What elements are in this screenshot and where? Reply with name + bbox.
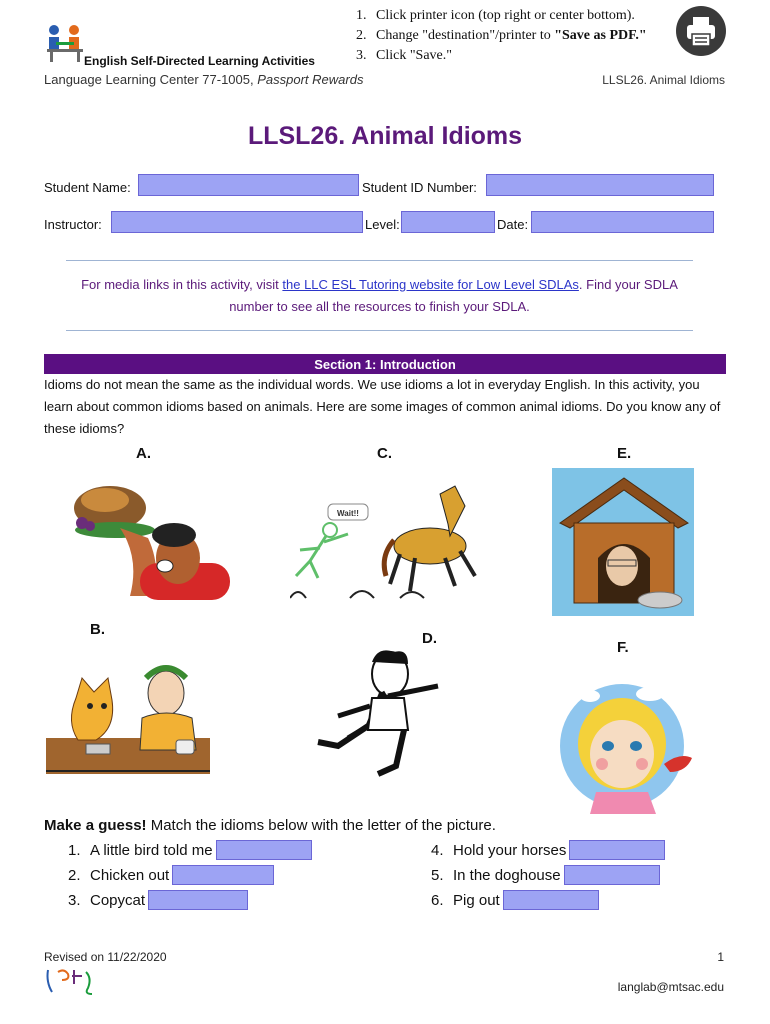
section-heading: Section 1: Introduction bbox=[44, 354, 726, 374]
guess-lead: Make a guess! bbox=[44, 817, 147, 834]
instruction-item bbox=[356, 6, 647, 26]
chicken-out-illustration bbox=[60, 468, 230, 600]
instruction-text: Click printer icon (top right or center bottom). bbox=[376, 8, 635, 23]
idiom-number: 6. bbox=[431, 891, 444, 909]
page-number: 1 bbox=[717, 950, 724, 964]
answer-field-1[interactable] bbox=[216, 840, 312, 860]
media-info bbox=[66, 274, 693, 318]
student-id-field[interactable] bbox=[486, 174, 714, 196]
brand-title: English Self-Directed Learning Activities bbox=[84, 54, 315, 68]
activity-code: LLSL26. Animal Idioms bbox=[602, 73, 725, 87]
picture-letter-c: C. bbox=[377, 445, 392, 462]
idiom-item bbox=[68, 865, 274, 885]
picture-letter-f: F. bbox=[617, 639, 629, 656]
divider bbox=[66, 330, 693, 331]
idiom-item bbox=[431, 840, 665, 860]
print-instructions bbox=[356, 6, 647, 66]
instructor-field[interactable] bbox=[111, 211, 363, 233]
copycat-illustration bbox=[46, 658, 210, 774]
chicken-running-man-illustration bbox=[308, 646, 458, 778]
idiom-number: 2. bbox=[68, 866, 81, 884]
idiom-item bbox=[431, 890, 599, 910]
doghouse-illustration bbox=[552, 468, 694, 616]
info-text: For media links in this activity, visit bbox=[81, 277, 283, 292]
printer-icon[interactable] bbox=[676, 6, 726, 56]
answer-field-6[interactable] bbox=[503, 890, 599, 910]
picture-letter-e: E. bbox=[617, 445, 632, 462]
contact-email: langlab@mtsac.edu bbox=[617, 980, 724, 994]
picture-letter-a: A. bbox=[136, 445, 151, 462]
little-bird-illustration bbox=[560, 676, 696, 816]
info-text: . Find your SDLA number to see all the resources to finish your SDLA. bbox=[229, 277, 678, 314]
instruction-number: 3. bbox=[356, 48, 367, 63]
speech-bubble-text: Wait!! bbox=[337, 509, 359, 518]
idiom-item bbox=[431, 865, 660, 885]
student-name-field[interactable] bbox=[138, 174, 359, 196]
instruction-item bbox=[356, 26, 647, 46]
llc-footer-logo bbox=[44, 966, 100, 996]
page-title: LLSL26. Animal Idioms bbox=[247, 122, 523, 150]
divider bbox=[66, 260, 693, 261]
instruction-number: 1. bbox=[356, 8, 367, 23]
make-a-guess bbox=[44, 817, 496, 834]
idiom-text: Copycat bbox=[90, 891, 146, 909]
instruction-bold: "Save as PDF." bbox=[554, 28, 647, 43]
student-id-label: Student ID Number: bbox=[362, 180, 477, 195]
answer-field-4[interactable] bbox=[569, 840, 665, 860]
idiom-item bbox=[68, 840, 312, 860]
instruction-number: 2. bbox=[356, 28, 367, 43]
idiom-text: Hold your horses bbox=[453, 841, 567, 859]
revised-date: Revised on 11/22/2020 bbox=[44, 950, 167, 964]
idiom-text: In the doghouse bbox=[453, 866, 561, 884]
guess-text: Match the idioms below with the letter of the picture. bbox=[146, 817, 496, 834]
center-name bbox=[44, 72, 363, 87]
answer-field-5[interactable] bbox=[564, 865, 660, 885]
level-label: Level: bbox=[365, 217, 400, 232]
llc-tutoring-link[interactable]: the LLC ESL Tutoring website for Low Level SDLAs bbox=[282, 277, 579, 292]
picture-letter-b: B. bbox=[90, 621, 105, 638]
answer-field-2[interactable] bbox=[172, 865, 274, 885]
picture-letter-d: D. bbox=[422, 630, 437, 647]
answer-field-3[interactable] bbox=[148, 890, 248, 910]
idiom-text: A little bird told me bbox=[90, 841, 213, 859]
level-field[interactable] bbox=[401, 211, 495, 233]
instruction-text: Change "destination"/printer to bbox=[376, 28, 555, 43]
idiom-text: Pig out bbox=[453, 891, 500, 909]
instruction-text: Click "Save." bbox=[376, 48, 452, 63]
passport-rewards: Passport Rewards bbox=[257, 72, 364, 87]
idiom-number: 5. bbox=[431, 866, 444, 884]
student-name-label: Student Name: bbox=[44, 180, 131, 195]
idiom-text: Chicken out bbox=[90, 866, 170, 884]
instructor-label: Instructor: bbox=[44, 217, 102, 232]
idiom-number: 1. bbox=[68, 841, 81, 859]
date-field[interactable] bbox=[531, 211, 714, 233]
date-label: Date: bbox=[497, 217, 529, 232]
center-name-text: Language Learning Center 77-1005, bbox=[44, 72, 258, 87]
idiom-item bbox=[68, 890, 248, 910]
idiom-number: 4. bbox=[431, 841, 444, 859]
idiom-number: 3. bbox=[68, 891, 81, 909]
instruction-item bbox=[356, 46, 647, 66]
hold-your-horses-illustration bbox=[290, 466, 480, 602]
section-intro: Idioms do not mean the same as the individual words. We use idioms a lot in everyday English. In this activity, you learn about common idioms based on animals. Here are some images of common animal idioms. Do you know any of these idioms? bbox=[44, 377, 721, 436]
